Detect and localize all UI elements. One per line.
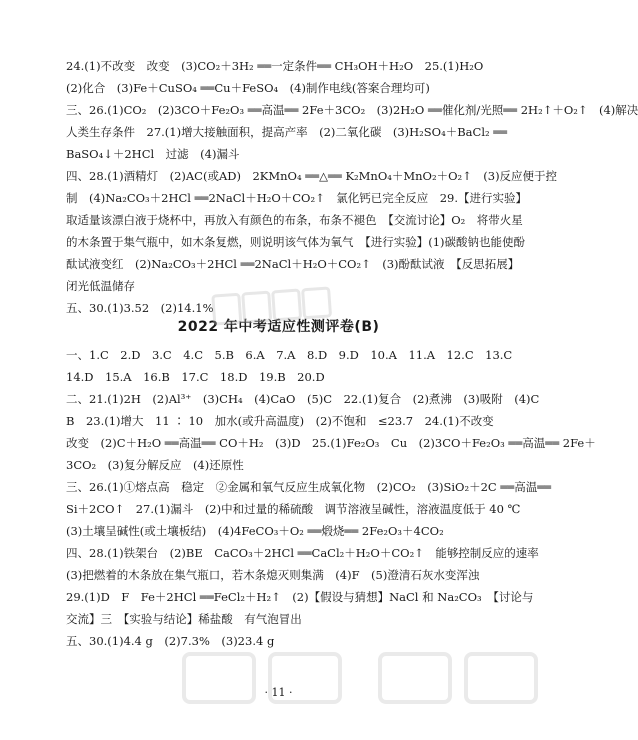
answer-line: 24.(1)不改变 改变 (3)CO₂＋3H₂ ══一定条件══ CH₃OH＋H₂O 25.(1)H₂O: [66, 59, 484, 73]
answer-line: Si＋2CO↑ 27.(1)漏斗 (2)中和过量的稀硫酸 调节溶液呈碱性，溶液温度低于 40 ℃: [66, 502, 521, 516]
answer-line: B 23.(1)增大 11 ∶ 10 加水(或升高温度) (2)不饱和 ≤23.7 24.(1)不改变: [66, 414, 494, 428]
answer-line: 人类生存条件 27.(1)增大接触面积，提高产率 (2)二氧化碳 (3)H₂SO₄＋BaCl₂ ══: [66, 125, 508, 139]
answer-line: (2)化合 (3)Fe＋CuSO₄ ══Cu＋FeSO₄ (4)制作电线(答案合理均可): [66, 81, 430, 95]
answer-line: 交流】三 【实验与结论】稀盐酸 有气泡冒出: [66, 612, 302, 626]
answer-line: 四、28.(1)铁架台 (2)BE CaCO₃＋2HCl ══CaCl₂＋H₂O＋CO₂↑ 能够控制反应的速率: [66, 546, 539, 560]
answer-section-b: [66, 344, 596, 652]
answer-line: 14.D 15.A 16.B 17.C 18.D 19.B 20.D: [66, 370, 325, 384]
answer-line: 的木条置于集气瓶中，如木条复燃，则说明该气体为氧气 【进行实验】(1)碳酸钠也能使酚: [66, 235, 526, 249]
answer-line: BaSO₄↓＋2HCl 过滤 (4)漏斗: [66, 147, 240, 161]
answer-line: 29.(1)D F Fe＋2HCl ══FeCl₂＋H₂↑ (2)【假设与猜想】NaCl 和 Na₂CO₃ 【讨论与: [66, 590, 534, 604]
page-number: · 11 ·: [264, 686, 293, 699]
answer-line: 二、21.(1)2H (2)Al³⁺ (3)CH₄ (4)CaO (5)C 22.(1)复合 (2)煮沸 (3)吸附 (4)C: [66, 392, 540, 406]
answer-line: 三、26.(1)①熔点高 稳定 ②金属和氧气反应生成氧化物 (2)CO₂ (3)SiO₂＋2C ══高温══: [66, 480, 552, 494]
answer-line: (3)把燃着的木条放在集气瓶口，若木条熄灭则集满 (4)F (5)澄清石灰水变浑浊: [66, 568, 480, 582]
watermark-mark: [180, 648, 540, 719]
answer-line: 闭光低温储存: [66, 279, 135, 293]
answer-line: 四、28.(1)酒精灯 (2)AC(或AD) 2KMnO₄ ══△══ K₂MnO₄＋MnO₂＋O₂↑ (3)反应便于控: [66, 169, 558, 183]
answer-line: 3CO₂ (3)复分解反应 (4)还原性: [66, 458, 244, 472]
answer-line: 三、26.(1)CO₂ (2)3CO＋Fe₂O₃ ══高温══ 2Fe＋3CO₂ (3)2H₂O ══催化剂/光照══ 2H₂↑＋O₂↑ (4)解决: [66, 103, 638, 117]
watermark-logo-icon: [180, 648, 540, 708]
answer-line: 制 (4)Na₂CO₃＋2HCl ══2NaCl＋H₂O＋CO₂↑ 氯化钙已完全反应 29.【进行实验】: [66, 191, 528, 205]
answer-line: 五、30.(1)3.52 (2)14.1%: [66, 301, 214, 315]
answer-section-a: [66, 55, 638, 319]
answer-line: 取适量该漂白液于烧杯中，再放入有颜色的布条，布条不褪色 【交流讨论】O₂ 将带火星: [66, 213, 523, 227]
exam-title: 2022 年中考适应性测评卷(B): [177, 319, 380, 335]
answer-line: (3)土壤呈碱性(或土壤板结) (4)4FeCO₃＋O₂ ══煅烧══ 2Fe₂O₃＋4CO₂: [66, 524, 444, 538]
answer-line: 一、1.C 2.D 3.C 4.C 5.B 6.A 7.A 8.D 9.D 10.A 11.A 12.C 13.C: [66, 348, 513, 362]
answer-line: 改变 (2)C＋H₂O ══高温══ CO＋H₂ (3)D 25.(1)Fe₂O₃ Cu (2)3CO＋Fe₂O₃ ══高温══ 2Fe＋: [66, 436, 596, 450]
answer-line: 酞试液变红 (2)Na₂CO₃＋2HCl ══2NaCl＋H₂O＋CO₂↑ (3)酚酞试液 【反思拓展】: [66, 257, 520, 271]
answer-line: 五、30.(1)4.4 g (2)7.3% (3)23.4 g: [66, 634, 275, 648]
